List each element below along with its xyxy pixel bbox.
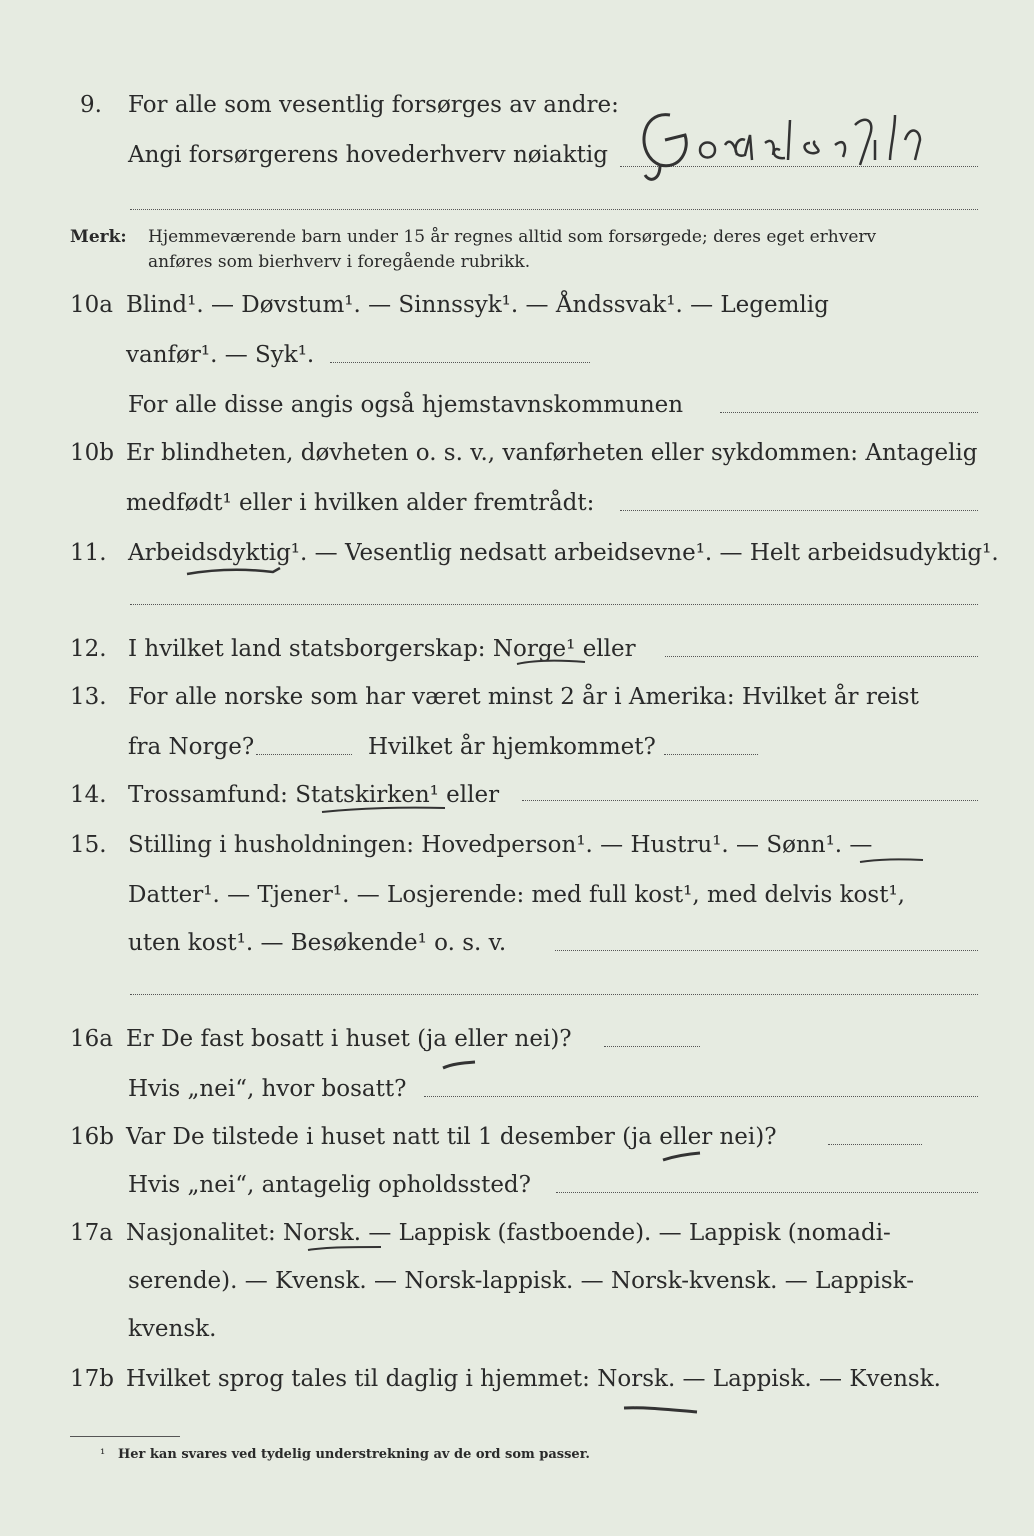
q14-number: 14. [70,782,107,808]
q16b-handwritten-mark [660,1148,705,1164]
q13-number: 13. [70,684,107,710]
q16b-text-line2: Hvis „nei“, antagelig opholdssted? [128,1172,531,1198]
q16a-bosatt-line [424,1096,978,1097]
merk-text-line2: anføres som bierhverv i foregående rubrikk. [148,252,531,272]
q12-handwritten-underline [515,656,590,668]
q15-text-line3: uten kost¹. — Besøkende¹ o. s. v. [128,930,507,956]
q13-text-line2b: Hvilket år hjemkommet? [368,734,656,760]
merk-label: Merk: [70,227,127,247]
q11-extra-line [130,604,978,605]
q10b-text-line2: medfødt¹ eller i hvilken alder fremtrådt: [126,490,595,516]
q10b-answer-line [620,510,978,511]
q15-text-line1: Stilling i husholdningen: Hovedperson¹. — Hustru¹. — Sønn¹. — [128,832,873,858]
q13-text-line2a: fra Norge? [128,734,255,760]
q10a-hjemstavn-line [720,412,978,413]
q17a-text-line1: Nasjonalitet: Norsk. — Lappisk (fastboende). — Lappisk (nomadi- [126,1220,891,1246]
q15-number: 15. [70,832,107,858]
footnote-text: Her kan svares ved tydelig understrekning av de ord som passer. [118,1447,590,1462]
q9-text-line2: Angi forsørgerens hovederhverv nøiaktig [128,142,608,168]
q17a-number: 17a [70,1220,113,1246]
q15-text-line2: Datter¹. — Tjener¹. — Losjerende: med full kost¹, med delvis kost¹, [128,882,905,908]
q15-answer-line [555,950,978,951]
q10a-text-line2: vanfør¹. — Syk¹. [126,342,315,368]
q14-handwritten-underline [320,802,450,816]
q16a-answer-line [604,1046,700,1047]
q16a-number: 16a [70,1026,113,1052]
q14-answer-line [522,800,978,801]
q10a-text-line3: For alle disse angis også hjemstavnskommunen [128,392,684,418]
q11-number: 11. [70,540,107,566]
q16b-opholdssted-line [556,1192,978,1193]
q14-text-line1: Trossamfund: Statskirken¹ eller [128,782,500,808]
footnote-mark: ¹ [100,1447,106,1462]
q9-text-line1: For alle som vesentlig forsørges av andre: [128,92,619,118]
q17b-number: 17b [70,1366,114,1392]
q12-number: 12. [70,636,107,662]
q10a-answer-line [330,362,590,363]
q16b-text-line1: Var De tilstede i huset natt til 1 desember (ja eller nei)? [126,1124,777,1150]
merk-text-line1: Hjemmeværende barn under 15 år regnes alltid som forsørgede; deres eget erhverv [148,227,877,247]
q10b-text-line1: Er blindheten, døvheten o. s. v., vanførheten eller sykdommen: Antagelig [126,440,978,466]
q12-text-line1: I hvilket land statsborgerskap: Norge¹ eller [128,636,636,662]
q15-extra-line [130,994,978,995]
q15-handwritten-underline [858,854,928,866]
q16a-handwritten-mark [440,1058,480,1072]
q11-handwritten-underline [185,560,285,582]
q13-reist-line [256,754,352,755]
q9-extra-line [130,209,978,210]
q16b-number: 16b [70,1124,114,1150]
q17a-text-line2: serende). — Kvensk. — Norsk-lappisk. — Norsk-kvensk. — Lappisk- [128,1268,914,1294]
q16a-text-line1: Er De fast bosatt i huset (ja eller nei)? [126,1026,572,1052]
footnote-divider [70,1436,180,1437]
q10a-text-line1: Blind¹. — Døvstum¹. — Sinnssyk¹. — Åndssvak¹. — Legemlig [126,292,829,318]
q12-answer-line [665,656,978,657]
q9-number: 9. [80,92,102,118]
q13-text-line1: For alle norske som har været minst 2 år i Amerika: Hvilket år reist [128,684,919,710]
q10a-number: 10a [70,292,113,318]
q16b-answer-line [828,1144,922,1145]
q11-text-line1: Arbeidsdyktig¹. — Vesentlig nedsatt arbeidsevne¹. — Helt arbeidsudyktig¹. [128,540,999,566]
q17b-text-line1: Hvilket sprog tales til daglig i hjemmet: Norsk. — Lappisk. — Kvensk. [126,1366,941,1392]
q17a-text-line3: kvensk. [128,1316,217,1342]
q9-handwritten-answer [630,95,990,185]
q16a-text-line2: Hvis „nei“, hvor bosatt? [128,1076,407,1102]
q17a-handwritten-underline [306,1242,386,1254]
q13-hjemkommet-line [664,754,758,755]
q17b-handwritten-underline [622,1400,702,1416]
q10b-number: 10b [70,440,114,466]
